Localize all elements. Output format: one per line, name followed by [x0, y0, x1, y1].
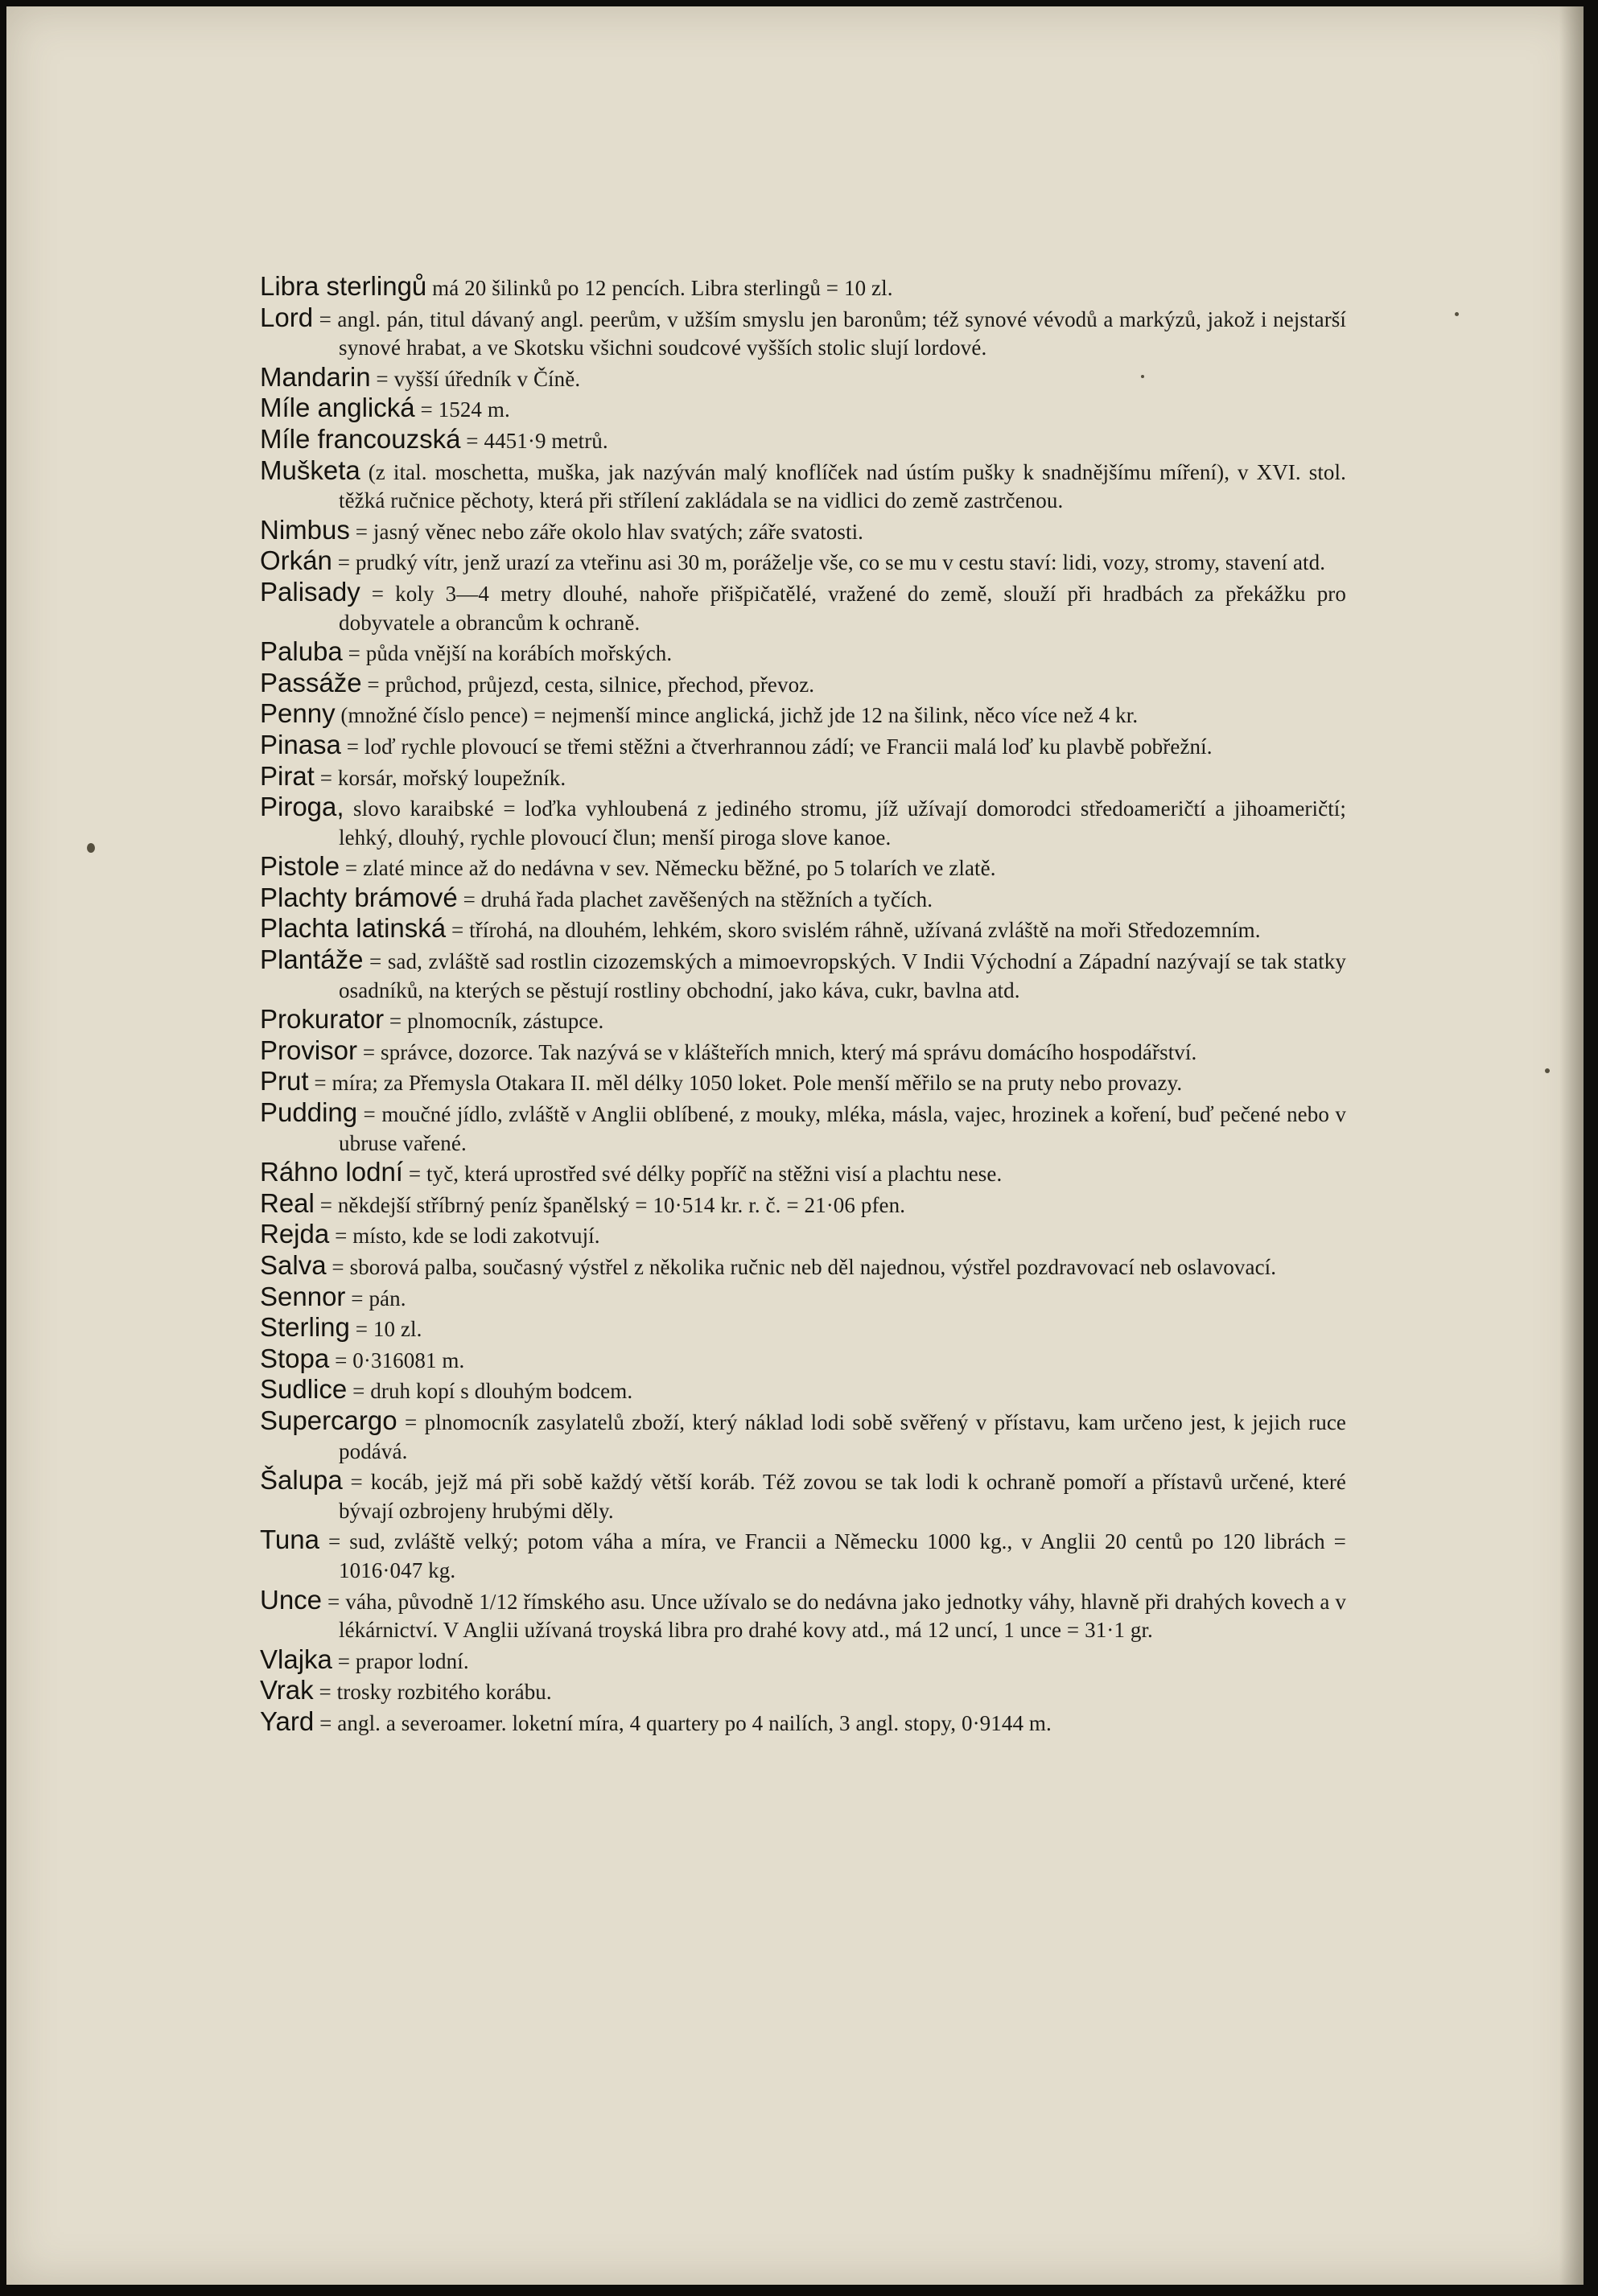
glossary-entry [260, 1067, 1346, 1098]
glossary-entry [260, 945, 1346, 1005]
glossary-entry [260, 883, 1346, 915]
entry-term: Penny [260, 698, 336, 729]
entry-term: Vrak [260, 1675, 314, 1706]
entry-definition: = kocáb, jejž má při sobě každý větší koráb. Též zovou se tak lodi k ochraně pomoří a přístavů určené, které bývají ozbrojeny hrubými děly. [339, 1470, 1346, 1523]
glossary-entry [260, 1707, 1346, 1738]
glossary-entry [260, 425, 1346, 456]
entry-term: Palisady [260, 576, 360, 607]
glossary-entry [260, 1036, 1346, 1068]
entry-term: Rejda [260, 1219, 330, 1249]
glossary-entry [260, 1313, 1346, 1344]
entry-definition: = 1524 m. [414, 397, 510, 422]
glossary-entry [260, 730, 1346, 762]
entry-definition: = korsár, mořský loupežník. [314, 765, 566, 790]
glossary-entry [260, 393, 1346, 425]
glossary-entry [260, 1344, 1346, 1376]
entry-term: Unce [260, 1584, 323, 1615]
entry-term: Plachta latinská [260, 913, 447, 944]
entry-definition: = 0·316081 m. [329, 1348, 465, 1372]
entry-definition: = plnomocník zasylatelů zboží, který náklad lodi sobě svěřený v přístavu, kam určeno jest, k jejich ruce podává. [339, 1409, 1346, 1463]
entry-definition: = angl. pán, titul dávaný angl. peerům, v užším smyslu jen baronům; též synové vévodů a markýzů, jakož i nejstarší synové hrabat, a ve Skotsku všichni soudcové vyšších stolic slují lordové. [313, 307, 1346, 360]
glossary-entry [260, 669, 1346, 700]
entry-term: Sterling [260, 1312, 350, 1343]
entry-term: Sennor [260, 1281, 346, 1311]
entry-definition: = loď rychle plovoucí se třemi stěžni a čtverhrannou zádí; ve Francii malá loď ku plavbě pobřežní. [340, 734, 1213, 759]
entry-term: Míle anglická [260, 393, 415, 423]
entry-definition: = 10 zl. [349, 1317, 422, 1342]
entry-definition: = moučné jídlo, zvláště v Anglii oblíbené, z mouky, mléka, másla, vajec, hrozinek a koření, buď pečené nebo v ubruse vařené. [339, 1102, 1346, 1155]
entry-term: Sudlice [260, 1374, 348, 1405]
entry-definition: = jasný věnec nebo záře okolo hlav svatých; záře svatosti. [349, 519, 864, 544]
entry-term: Libra sterlingů [260, 271, 427, 301]
glossary-entry [260, 578, 1346, 637]
entry-definition: = prudký vítr, jenž urazí za vteřinu asi 30 m, poráželje vše, co se mu v cestu staví: lidi, vozy, stromy, stavení atd. [332, 550, 1326, 575]
glossary-entry [260, 456, 1346, 516]
entry-definition: = druh kopí s dlouhým bodcem. [347, 1379, 633, 1404]
glossary-entry [260, 1251, 1346, 1282]
glossary-entry [260, 1375, 1346, 1406]
paper-speck [1455, 312, 1459, 316]
entry-term: Ráhno lodní [260, 1157, 403, 1187]
entry-term: Pudding [260, 1097, 358, 1128]
glossary-entry [260, 303, 1346, 363]
glossary-entry [260, 1189, 1346, 1220]
entry-definition: slovo karaibské = loďka vyhloubená z jediného stromu, jíž užívají domorodci středoameričtí a jihoameričtí; lehký, dlouhý, rychle plovoucí člun; menší piroga slove kanoe. [339, 796, 1346, 850]
entry-definition: = průchod, průjezd, cesta, silnice, přechod, převoz. [361, 672, 815, 697]
glossary-entry [260, 1098, 1346, 1158]
glossary-entry [260, 272, 1346, 303]
entry-definition: (z ital. moschetta, muška, jak nazýván malý knoflíček nad ústím pušky k snadnějšímu míření), v XVI. stol. těžká ručnice pěchoty, která při střílení zakládala se na vidlici do země zastrčenou. [339, 459, 1346, 513]
entry-term: Nimbus [260, 514, 350, 545]
entry-definition: = koly 3—4 metry dlouhé, nahoře přišpičatělé, vražené do země, slouží při hradbách za překážku pro dobyvatele a obrancům k ochraně. [339, 581, 1346, 635]
glossary-list [260, 272, 1346, 1738]
entry-term: Mušketa [260, 455, 360, 485]
entry-term: Lord [260, 302, 314, 332]
entry-definition: = angl. a severoamer. loketní míra, 4 quartery po 4 nailích, 3 angl. stopy, 0·9144 m. [314, 1710, 1052, 1735]
entry-term: Prut [260, 1066, 309, 1097]
entry-definition: = prapor lodní. [332, 1648, 469, 1673]
glossary-entry [260, 1158, 1346, 1189]
glossary-entry [260, 1586, 1346, 1645]
entry-term: Míle francouzská [260, 423, 461, 454]
entry-definition: = pán. [345, 1286, 406, 1311]
entry-definition: (množné číslo pence) = nejmenší mince anglická, jichž jde 12 na šilink, něco více než 4 kr. [335, 703, 1139, 728]
entry-definition: = sad, zvláště sad rostlin cizozemských a mimoevropských. V Indii Východní a Západní nazývají se tak statky osadníků, na kterých se pěstují rostliny obchodní, jako káva, cukr, bavlna atd. [339, 949, 1346, 1002]
entry-term: Plachty brámové [260, 882, 458, 912]
entry-definition: = místo, kde se lodi zakotvují. [329, 1224, 600, 1249]
entry-definition: = sborová palba, současný výstřel z několika ručnic neb děl najednou, výstřel pozdravovací neb oslavovací. [326, 1255, 1277, 1279]
glossary-entry [260, 792, 1346, 852]
entry-term: Real [260, 1187, 315, 1218]
entry-definition: = druhá řada plachet zavěšených na stěžních a tyčích. [457, 887, 933, 911]
glossary-entry [260, 363, 1346, 394]
glossary-entry [260, 546, 1346, 578]
entry-definition: = sud, zvláště velký; potom váha a míra, ve Francii a Německu 1000 kg., v Anglii 20 centů po 120 librách = 1016·047 kg. [319, 1529, 1346, 1582]
entry-term: Supercargo [260, 1405, 397, 1435]
entry-term: Vlajka [260, 1644, 332, 1674]
entry-term: Pirat [260, 760, 315, 791]
entry-definition: = správce, dozorce. Tak nazývá se v klášteřích mnich, který má správu domácího hospodářství. [357, 1039, 1197, 1064]
entry-term: Prokurator [260, 1004, 385, 1035]
scanned-page [6, 6, 1584, 2285]
entry-definition: = míra; za Přemysla Otakara II. měl délky 1050 loket. Pole menší měřilo se na pruty nebo provazy. [308, 1071, 1183, 1096]
glossary-entry [260, 637, 1346, 669]
glossary-entry [260, 1466, 1346, 1525]
entry-term: Passáže [260, 667, 362, 697]
paper-speck [1545, 1068, 1550, 1073]
entry-term: Stopa [260, 1343, 330, 1373]
glossary-entry [260, 1406, 1346, 1466]
glossary-entry [260, 1005, 1346, 1036]
glossary-entry [260, 1645, 1346, 1677]
entry-term: Salva [260, 1250, 327, 1280]
glossary-entry [260, 762, 1346, 793]
entry-definition: = třírohá, na dlouhém, lehkém, skoro svislém ráhně, užívaná zvláště na moři Středozemním. [446, 918, 1261, 943]
glossary-entry [260, 516, 1346, 547]
entry-term: Tuna [260, 1524, 319, 1555]
entry-definition: má 20 šilinků po 12 pencích. Libra sterlingů = 10 zl. [426, 276, 893, 300]
glossary-entry [260, 852, 1346, 883]
glossary-entry [260, 1282, 1346, 1314]
entry-term: Paluba [260, 636, 343, 667]
entry-term: Provisor [260, 1035, 358, 1065]
entry-term: Pinasa [260, 729, 341, 759]
glossary-entry [260, 1220, 1346, 1251]
entry-term: Piroga, [260, 792, 344, 822]
entry-definition: = někdejší stříbrný peníz španělský = 10·514 kr. r. č. = 21·06 pfen. [314, 1192, 906, 1217]
entry-term: Pistole [260, 851, 340, 882]
entry-term: Mandarin [260, 361, 371, 392]
paper-speck [1141, 375, 1144, 378]
entry-definition: = tyč, která uprostřed své délky popříč na stěžni visí a plachtu nese. [402, 1162, 1003, 1187]
entry-term: Plantáže [260, 944, 364, 975]
glossary-entry [260, 699, 1346, 730]
entry-definition: = plnomocník, zástupce. [384, 1009, 604, 1034]
entry-definition: = zlaté mince až do nedávna v sev. Německu běžné, po 5 tolarích ve zlatě. [340, 856, 996, 881]
glossary-entry [260, 1525, 1346, 1585]
entry-term: Šalupa [260, 1465, 343, 1496]
entry-term: Yard [260, 1706, 315, 1736]
entry-definition: = váha, původně 1/12 římského asu. Unce užívalo se do nedávna jako jednotky váhy, hlavně při drahých kovech a v lékárnictví. V Anglii užívaná troyská libra pro drahé kovy atd., má 12 uncí, 1 unce = 31·1 gr. [322, 1589, 1346, 1643]
entry-definition: = 4451·9 metrů. [460, 428, 608, 453]
glossary-entry [260, 1676, 1346, 1707]
paper-speck [87, 843, 95, 853]
entry-definition: = trosky rozbitého korábu. [313, 1680, 552, 1705]
page-edge-shadow [1559, 6, 1584, 2285]
glossary-entry [260, 914, 1346, 945]
entry-term: Orkán [260, 545, 332, 576]
entry-definition: = vyšší úředník v Číně. [370, 366, 581, 391]
entry-definition: = půda vnější na korábích mořských. [342, 641, 673, 666]
